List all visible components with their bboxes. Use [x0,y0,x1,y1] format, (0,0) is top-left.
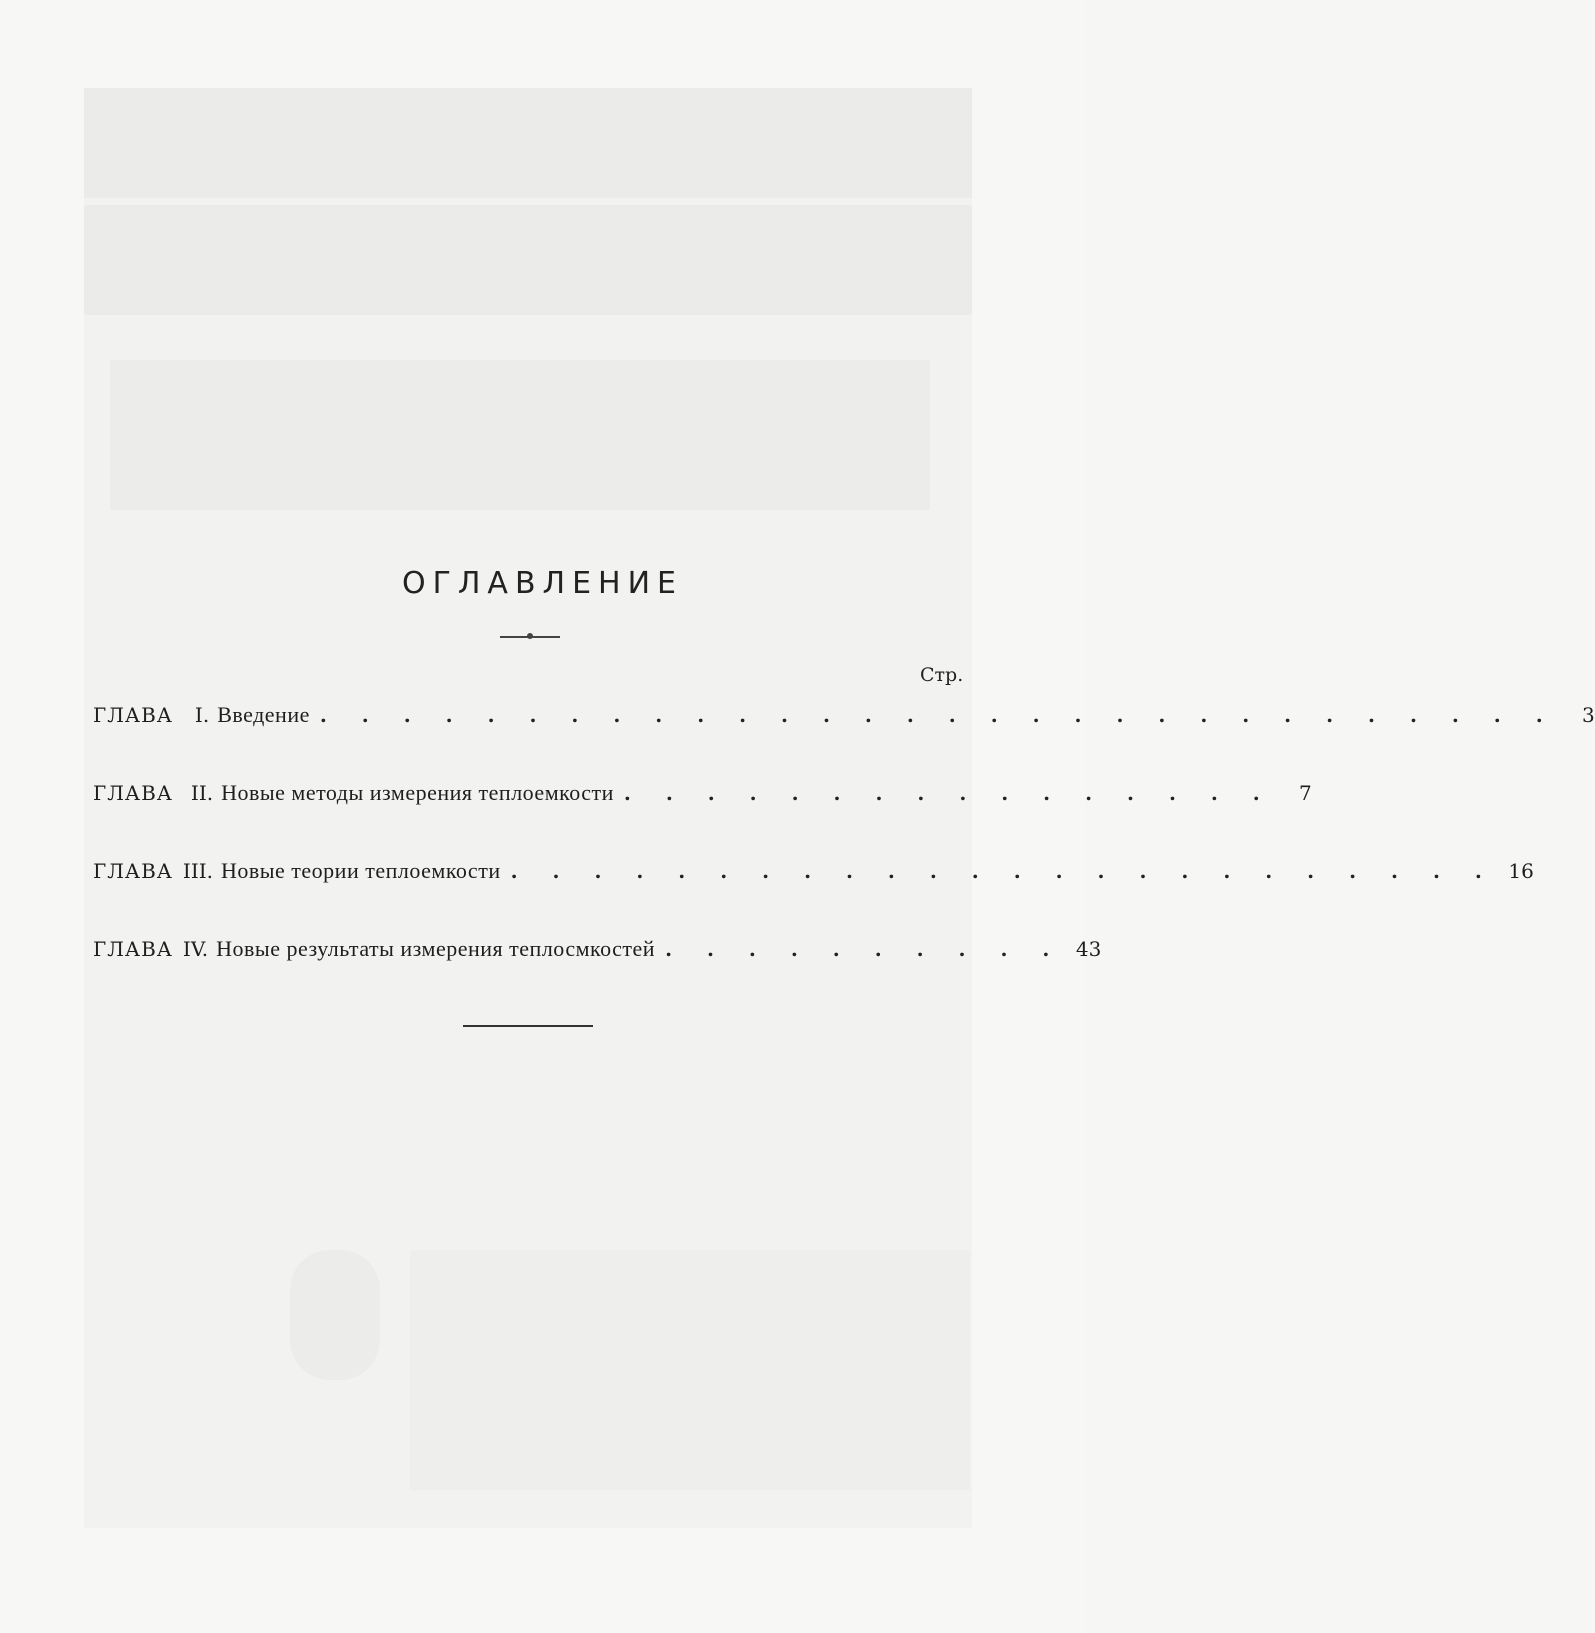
toc-leader-dots: . . . . . . . . . . . . . . . . [623,781,1274,805]
toc-entry-title: Введение [217,702,310,727]
toc-chapter-label: ГЛАВА [93,781,173,805]
title-ornament [500,636,560,638]
show-through-band [84,205,972,315]
toc-page-number: 7 [1299,781,1312,805]
toc-entry [93,780,1312,812]
end-rule [463,1025,593,1027]
toc-chapter-number: I. [194,703,210,727]
toc-leader-dots: . . . . . . . . . . . . . . . . . . . . . . . . [510,859,1496,883]
toc-leader-dots: . . . . . . . . . . [665,937,1064,961]
toc-leader-dots: . . . . . . . . . . . . . . . . . . . . . . . . . . . . . . [319,703,1557,727]
show-through-band [410,1250,970,1490]
toc-page-number: 43 [1075,937,1102,961]
toc-chapter-number: III. [182,859,213,883]
show-through-portrait [290,1250,380,1380]
toc-entry-title: Новые теории теплоемкости [220,858,501,883]
pages-column-label: Стр. [920,664,964,686]
toc-chapter-label: ГЛАВА [93,703,173,727]
show-through-band [110,360,930,510]
toc-chapter-label: ГЛАВА [93,937,173,961]
toc-page-number: 16 [1508,859,1534,883]
toc-entry [93,858,1534,890]
toc-chapter-number: II. [190,781,214,805]
toc-entry-title: Новые результаты измерения теплосмкостей [216,936,656,961]
show-through-header-band [84,88,972,198]
toc-page-number: 3 [1581,703,1595,727]
toc-chapter-label: ГЛАВА [93,859,173,883]
toc-entry [93,936,1102,968]
toc-entry [93,702,1595,734]
page-title: ОГЛАВЛЕНИЕ [401,566,684,601]
toc-entry-title: Новые методы измерения теплоемкости [221,780,614,805]
toc-chapter-number: IV. [182,937,209,961]
